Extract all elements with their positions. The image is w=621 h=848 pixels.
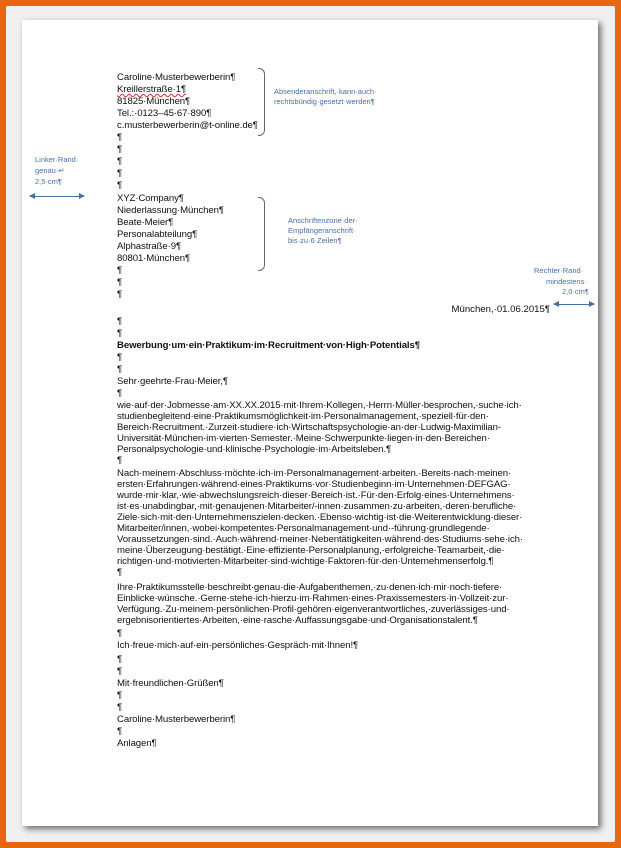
body-line: Bereich·Recruitment.·Zurzeit·studiere·ich·Wirtschaftspsychologie·an·der·Ludwig-Maximilian- bbox=[117, 422, 501, 433]
empty-paragraph: ¶ bbox=[117, 144, 123, 155]
body-line: meine·Überzeugung·bestätigt.·Eine·effiziente·Personalplanung,·erfolgreiche·Teamarbeit,·die· bbox=[117, 545, 505, 556]
left-margin-arrow bbox=[30, 196, 84, 197]
document-page bbox=[22, 20, 598, 826]
empty-paragraph: ¶ bbox=[117, 628, 123, 639]
body-line: Voraussetzungen·sind.·Auch·während·meiner·Nebentätigkeiten·während·des·Studiums·sehe·ich· bbox=[117, 534, 523, 545]
empty-paragraph: ¶ bbox=[117, 666, 123, 677]
sender-note-line-1: Absenderanschrift,·kann·auch· bbox=[274, 87, 377, 96]
recipient-branch: Niederlassung·München¶ bbox=[117, 205, 224, 216]
recipient-note-line-2: Empfängeranschrift· bbox=[288, 226, 356, 235]
body-line: Einblicke·wünsche.·Gerne·stehe·ich·hierzu·im·Rahmen·eines·Praxissemesters·in·Vollzeit·zur· bbox=[117, 593, 509, 604]
right-margin-arrow bbox=[554, 304, 594, 305]
body-line: Personalpsychologie·und·klinische·Psychologie·im·Arbeitsleben.¶ bbox=[117, 444, 392, 455]
right-margin-note-line-2: mindestens· bbox=[546, 277, 587, 286]
body-line: ergebnisorientiertes·Arbeiten,·eine·rasche·Auffassungsgabe·und·Organisationstalent.¶ bbox=[117, 615, 478, 626]
letter-signature: Caroline·Musterbewerberin¶ bbox=[117, 714, 236, 725]
empty-paragraph: ¶ bbox=[117, 455, 123, 466]
letter-salutation: Sehr·geehrte·Frau·Meier,¶ bbox=[117, 376, 228, 387]
body-line: studienbegleitend·eine·Praktikumsmöglichkeit·im·Personalmanagement,·speziell·für·den· bbox=[117, 411, 489, 422]
body-line: Ziele·sich·mit·den·Unternehmenszielen·decken.·Ebenso·wichtig·ist·die·Weiterentwicklung·dieser· bbox=[117, 512, 523, 523]
recipient-note-line-1: Anschriftenzone·der· bbox=[288, 216, 358, 225]
recipient-street: Alphastraße·9¶ bbox=[117, 241, 182, 252]
body-line: richtigen·und·motivierten·Mitarbeiter·sind·wichtige·Faktoren·für·den·Unternehmenserfolg.¶ bbox=[117, 556, 494, 567]
recipient-note-line-3: bis·zu·6·Zeilen¶ bbox=[288, 236, 342, 245]
right-margin-note-line-3: 2,0·cm¶ bbox=[562, 287, 589, 296]
body-line: ersten·Erfahrungen·während·eines·Praktikums·vor·Studienbeginn·im·Unternehmen·DEFGAG· bbox=[117, 479, 511, 490]
letter-subject: Bewerbung·um·ein·Praktikum·im·Recruitment·von·High·Potentials¶ bbox=[117, 340, 420, 351]
empty-paragraph: ¶ bbox=[117, 654, 123, 665]
body-line: Universität·München·im·vierten·Semester.·Meine·Schwerpunkte·liegen·in·den·Bereichen· bbox=[117, 433, 490, 444]
body-line: Nach·meinem·Abschluss·möchte·ich·im·Personalmanagement·arbeiten.·Bereits·nach·meinen· bbox=[117, 468, 512, 479]
empty-paragraph: ¶ bbox=[117, 156, 123, 167]
body-line: Mitarbeiter/innen,·wobei·kompetentes·Personalmanagement·und·-führung·grundlegende· bbox=[117, 523, 490, 534]
letter-date: München,·01.06.2015¶ bbox=[451, 304, 550, 315]
empty-paragraph: ¶ bbox=[117, 180, 123, 191]
sender-note-line-2: rechtsbündig·gesetzt·werden¶ bbox=[274, 97, 375, 106]
sender-brace bbox=[258, 68, 265, 136]
sender-email: c.musterbewerberin@t-online.de¶ bbox=[117, 120, 258, 131]
empty-paragraph: ¶ bbox=[117, 316, 123, 327]
empty-paragraph: ¶ bbox=[117, 702, 123, 713]
body-line: wie·auf·der·Jobmesse·am·XX.XX.2015·mit·Ihrem·Kollegen,·Herrn·Müller·besprochen,·suche·ich· bbox=[117, 400, 522, 411]
empty-paragraph: ¶ bbox=[117, 388, 123, 399]
letter-closing-line: Ich·freue·mich·auf·ein·persönliches·Gespräch·mit·Ihnen!¶ bbox=[117, 640, 359, 651]
empty-paragraph: ¶ bbox=[117, 690, 123, 701]
sender-name: Caroline·Musterbewerberin¶ bbox=[117, 72, 236, 83]
empty-paragraph: ¶ bbox=[117, 352, 123, 363]
right-margin-note-line-1: Rechter·Rand· bbox=[534, 266, 584, 275]
sender-street: Kreillerstraße·1¶ bbox=[117, 84, 187, 95]
body-line: Ihre·Praktikumsstelle·beschreibt·genau·die·Aufgabenthemen,·zu·denen·ich·mir·noch·tiefere· bbox=[117, 582, 503, 593]
letter-regards: Mit·freundlichen·Grüßen¶ bbox=[117, 678, 224, 689]
empty-paragraph: ¶ bbox=[117, 289, 123, 300]
empty-paragraph: ¶ bbox=[117, 567, 123, 578]
sender-city: 81825·München¶ bbox=[117, 96, 191, 107]
body-line: Verfügung.·Zu·meinem·persönlichen·Profil·gehören·eigenverantwortliches,·zuverlässiges·und· bbox=[117, 604, 510, 615]
body-line: wurde·mir·klar,·wie·abwechslungsreich·dieser·Bereich·ist.·Für·den·Erfolg·eines·Unternehmens· bbox=[117, 490, 515, 501]
empty-paragraph: ¶ bbox=[117, 168, 123, 179]
empty-paragraph: ¶ bbox=[117, 277, 123, 288]
recipient-brace bbox=[258, 197, 265, 271]
recipient-company: XYZ·Company¶ bbox=[117, 193, 184, 204]
left-margin-note-line-2: genau·↵ bbox=[35, 166, 65, 175]
body-line: ist·es·unabdingbar,·mit·genaujenen·Mitarbeiter/-innen·zusammen·zu·arbeiten,·deren·berufliche· bbox=[117, 501, 517, 512]
empty-paragraph: ¶ bbox=[117, 132, 123, 143]
empty-paragraph: ¶ bbox=[117, 364, 123, 375]
empty-paragraph: ¶ bbox=[117, 726, 123, 737]
recipient-department: Personalabteilung¶ bbox=[117, 229, 198, 240]
sender-phone: Tel.:·0123–45·67·890¶ bbox=[117, 108, 212, 119]
letter-attachments: Anlagen¶ bbox=[117, 738, 157, 749]
left-margin-note-line-1: Linker·Rand· bbox=[35, 155, 79, 164]
empty-paragraph: ¶ bbox=[117, 265, 123, 276]
recipient-person: Beate·Meier¶ bbox=[117, 217, 174, 228]
empty-paragraph: ¶ bbox=[117, 328, 123, 339]
left-margin-note-line-3: 2,5·cm¶ bbox=[35, 177, 62, 186]
recipient-city: 80801·München¶ bbox=[117, 253, 191, 264]
